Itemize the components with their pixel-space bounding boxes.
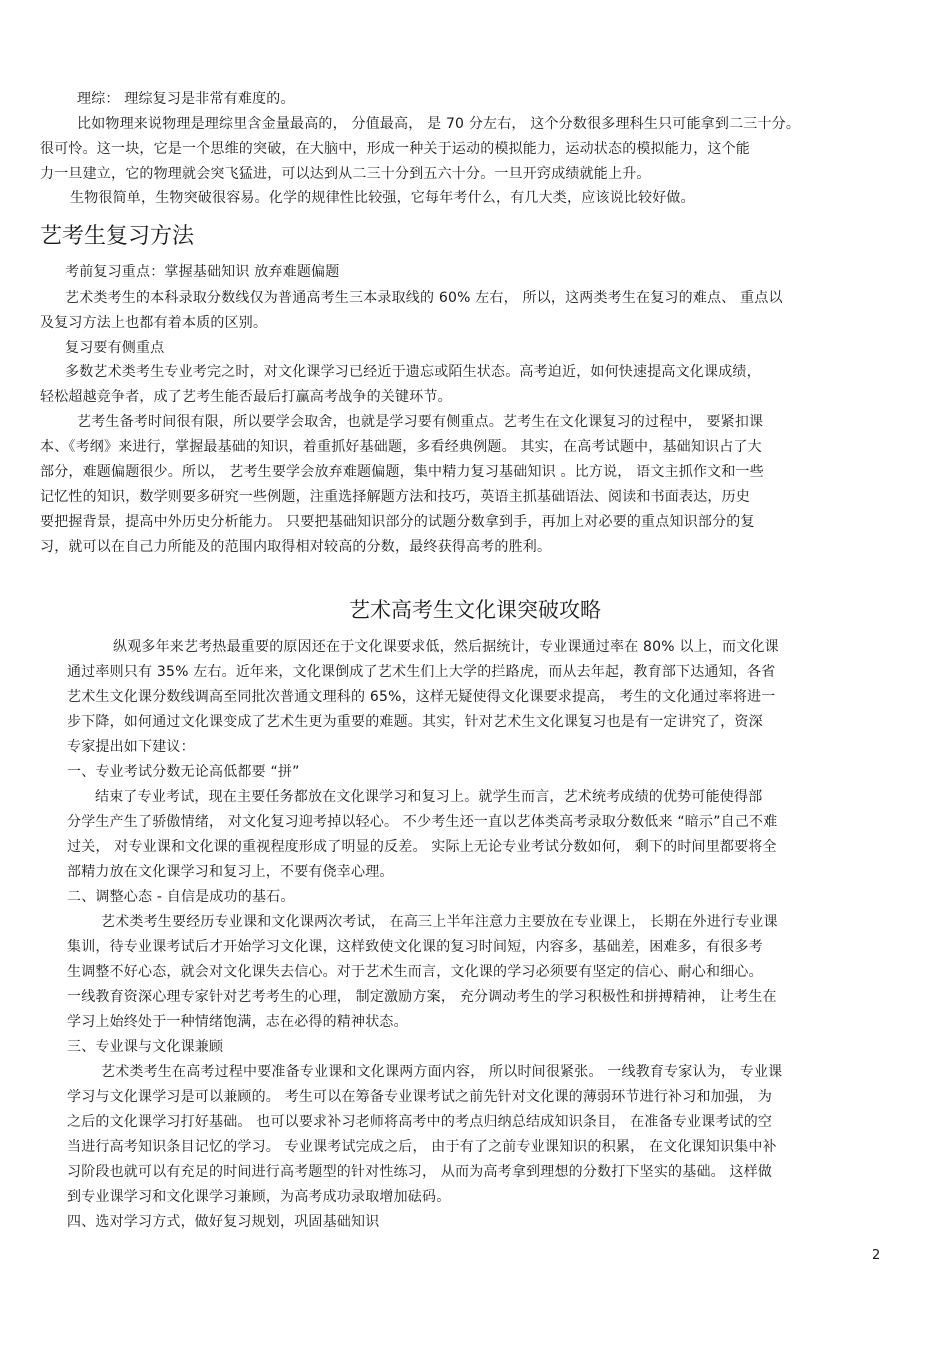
s1-line: 艺考生备考时间很有限，所以要学会取舍，也就是学习要有侧重点。艺考生在文化课复习的过程中， 要紧扣课 xyxy=(77,414,764,430)
s2-line: 通过率则只有 35% 左右。近年来，文化课倒成了艺术生们上大学的拦路虎，而从去年起，教育部下达通知，各省 xyxy=(67,664,776,680)
s2-line: 部精力放在文化课学习和复习上，不要有侥幸心理。 xyxy=(67,864,394,880)
s2-line: 分学生产生了骄傲情绪， 对文化复习迎考掉以轻心。 不少考生还一直以艺体类高考录取分数低来 “暗示”自己不难 xyxy=(67,814,778,830)
s2-line: 艺术类考生在高考过程中要准备专业课和文化课两方面内容， 所以时间很紧张。 一线教育专家认为， 专业课 xyxy=(101,1064,783,1080)
s2-line: 当进行高考知识条目记忆的学习。 专业课考试完成之后， 由于有了之前专业课知识的积累， 在文化课知识集中补 xyxy=(67,1139,777,1155)
s2-line: 结束了专业考试，现在主要任务都放在文化课学习和复习上。就学生而言，艺术统考成绩的优势可能使得部 xyxy=(95,789,763,805)
s2-line: 一线教育资深心理专家针对艺考考生的心理， 制定激励方案， 充分调动考生的学习积极性和拼搏精神， 让考生在 xyxy=(67,989,777,1005)
s1-line: 及复习方法上也都有着本质的区别。 xyxy=(40,315,268,331)
s2-line: 艺术生文化课分数线调高至同批次普通文理科的 65%，这样无疑使得文化课要求提高， 考生的文化通过率将进一 xyxy=(67,689,776,705)
intro-line-1: 理综： 理综复习是非常有难度的。 xyxy=(77,91,295,107)
intro-line-3: 很可怜。这一块，它是一个思维的突破，在大脑中，形成一种关于运动的模拟能力，运动状态的模拟能力，这个能 xyxy=(40,141,750,157)
s1-line: 轻松超越竞争者，成了艺考生能否最后打赢高考战争的关键环节。 xyxy=(40,389,452,405)
s1-line: 习，就可以在自己力所能及的范围内取得相对较高的分数，最终获得高考的胜利。 xyxy=(40,539,552,555)
s1-line: 考前复习重点：掌握基础知识 放弃难题偏题 xyxy=(65,264,340,280)
s1-line: 多数艺术类考生专业考完之时，对文化课学习已经近于遗忘或陌生状态。高考迫近，如何快速提高文化课成绩， xyxy=(65,364,761,380)
s2-subheading-4: 四、选对学习方式，做好复习规划，巩固基础知识 xyxy=(67,1214,380,1230)
s2-subheading-1: 一、专业考试分数无论高低都要 “拼” xyxy=(67,764,300,780)
page-number: 2 xyxy=(872,1248,881,1263)
s1-line: 部分，难题偏题很少。所以， 艺考生要学会放弃难题偏题，集中精力复习基础知识 。比方说， 语文主抓作文和一些 xyxy=(40,464,764,480)
s2-line: 习阶段也就可以有充足的时间进行高考题型的针对性练习， 从而为高考拿到理想的分数打下坚实的基础。 这样做 xyxy=(67,1164,773,1180)
intro-line-4: 力一旦建立，它的物理就会突飞猛进，可以达到从二三十分到五六十分。一旦开窍成绩就能上升。 xyxy=(40,166,651,182)
s2-line: 纵观多年来艺考热最重要的原因还在于文化课要求低，然后据统计，专业课通过率在 80% 以上，而文化课 xyxy=(113,639,779,655)
s1-line: 复习要有侧重点 xyxy=(65,340,165,356)
intro-line-2: 比如物理来说物理是理综里含金量最高的， 分值最高， 是 70 分左右， 这个分数很多理科生只可能拿到二三十分。 xyxy=(77,116,801,132)
s2-line: 之后的文化课学习打好基础。 也可以要求补习老师将高考中的考点归纳总结成知识条目， 在准备专业课考试的空 xyxy=(67,1114,773,1130)
s2-line: 学习与文化课学习是可以兼顾的。 考生可以在筹备专业课考试之前先针对文化课的薄弱环节进行补习和加强， 为 xyxy=(67,1089,773,1105)
s2-line: 学习上始终处于一种情绪饱满，志在必得的精神状态。 xyxy=(67,1014,408,1030)
s2-line: 步下降，如何通过文化课变成了艺术生更为重要的难题。其实，针对艺术生文化课复习也是有一定讲究了，资深 xyxy=(67,714,763,730)
s2-subheading-3: 三、专业课与文化课兼顾 xyxy=(67,1039,224,1055)
s2-line: 生调整不好心态，就会对文化课失去信心。对于艺术生而言，文化课的学习必须要有坚定的信心、耐心和细心。 xyxy=(67,964,763,980)
s2-line: 艺术类考生要经历专业课和文化课两次考试， 在高三上半年注意力主要放在专业课上， 长期在外进行专业课 xyxy=(101,914,778,930)
intro-line-5: 生物很简单，生物突破很容易。化学的规律性比较强，它每年考什么，有几大类，应该说比较好做。 xyxy=(70,190,695,206)
s2-line: 过关， 对专业课和文化课的重视程度形成了明显的反差。 实际上无论专业考试分数如何， 剩下的时间里都要将全 xyxy=(67,839,777,855)
s2-line: 专家提出如下建议： xyxy=(67,739,195,755)
s1-line: 艺术类考生的本科录取分数线仅为普通高考生三本录取线的 60% 左右， 所以，这两类考生在复习的难点、 重点以 xyxy=(65,290,783,306)
s2-subheading-2: 二、调整心态 - 自信是成功的基石。 xyxy=(67,889,295,905)
section-heading-culture-breakthrough: 艺术高考生文化课突破攻略 xyxy=(349,598,601,622)
s1-line: 本、《考纲》来进行，掌握最基础的知识，着重抓好基础题，多看经典例题。 其实，在高考试题中，基础知识占了大 xyxy=(40,439,762,455)
s1-line: 要把握背景，提高中外历史分析能力。 只要把基础知识部分的试题分数拿到手，再加上对必要的重点知识部分的复 xyxy=(40,514,755,530)
section-heading-review-methods: 艺考生复习方法 xyxy=(40,224,195,249)
s2-line: 到专业课学习和文化课学习兼顾，为高考成功录取增加砝码。 xyxy=(67,1189,451,1205)
s1-line: 记忆性的知识，数学则要多研究一些例题，注重选择解题方法和技巧，英语主抓基础语法、阅读和书面表达，历史 xyxy=(40,489,750,505)
s2-line: 集训，待专业课考试后才开始学习文化课，这样致使文化课的复习时间短，内容多，基础差，困难多，有很多考 xyxy=(67,939,763,955)
